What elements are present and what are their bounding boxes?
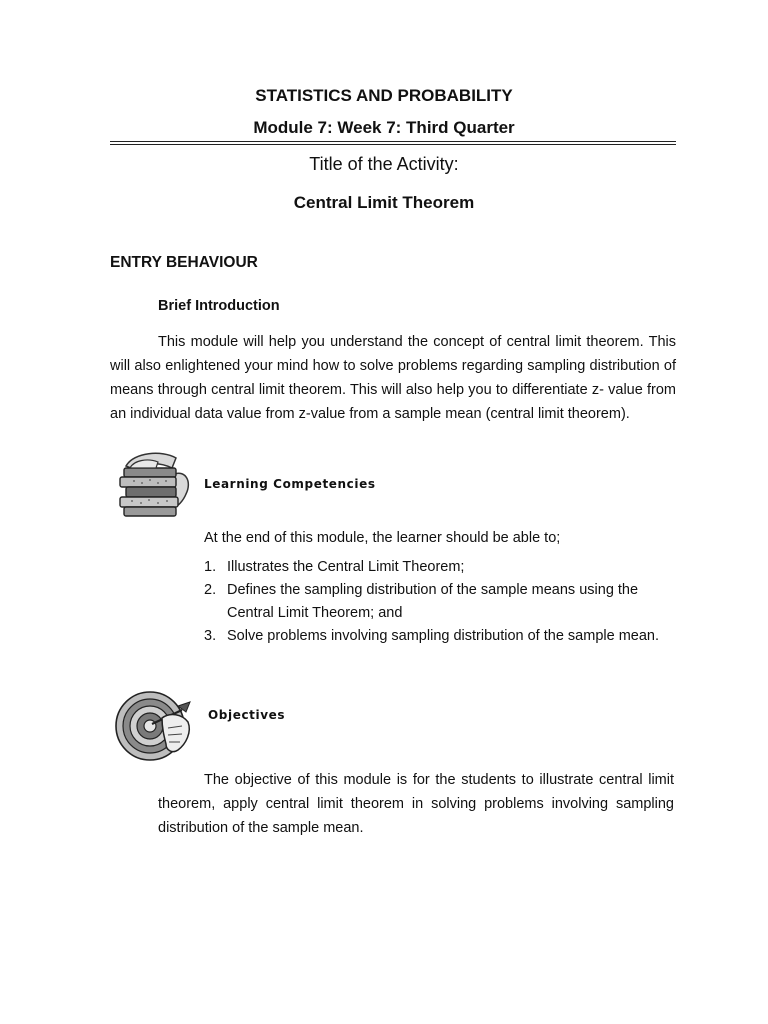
list-item-number: 3. [204, 628, 217, 644]
course-title: STATISTICS AND PROBABILITY [255, 86, 513, 105]
activity-title-label: Title of the Activity: [309, 154, 459, 174]
list-item-text: Illustrates the Central Limit Theorem; [227, 559, 465, 575]
competencies-intro: At the end of this module, the learner should be able to; [204, 530, 561, 546]
objectives-label: Objectives [208, 708, 286, 722]
list-item-text: Defines the sampling distribution of the sample means using the Central Limit Theorem; and [227, 582, 639, 621]
list-item [204, 556, 674, 579]
list-item [204, 579, 674, 625]
module-week-quarter: Module 7: Week 7: Third Quarter [253, 118, 515, 137]
list-item-text: Solve problems involving sampling distribution of the sample mean. [227, 628, 659, 644]
target-dart-icon [112, 688, 198, 764]
list-item-number: 2. [204, 582, 217, 598]
brief-introduction-heading: Brief Introduction [158, 298, 280, 314]
header-divider-bottom [110, 144, 676, 145]
activity-title: Central Limit Theorem [293, 193, 475, 212]
entry-behaviour-heading: ENTRY BEHAVIOUR [110, 254, 258, 271]
list-item [204, 625, 674, 648]
header-divider-top [110, 141, 676, 142]
list-item-number: 1. [204, 559, 217, 575]
competencies-list [204, 556, 674, 648]
objectives-paragraph: The objective of this module is for the students to illustrate central limit theorem, apply central limit theorem in solving problems involving sampling distribution of the sample mean. [158, 772, 674, 836]
learning-competencies-label: Learning Competencies [204, 477, 376, 491]
books-icon [114, 448, 200, 520]
introduction-paragraph: This module will help you understand the concept of central limit theorem. This will also enlightened your mind how to solve problems regarding sampling distribution of means through central limit theorem. This will also help you to differentiate z- value from an individual data value from z-value from a sample mean (central limit theorem). [110, 334, 676, 422]
